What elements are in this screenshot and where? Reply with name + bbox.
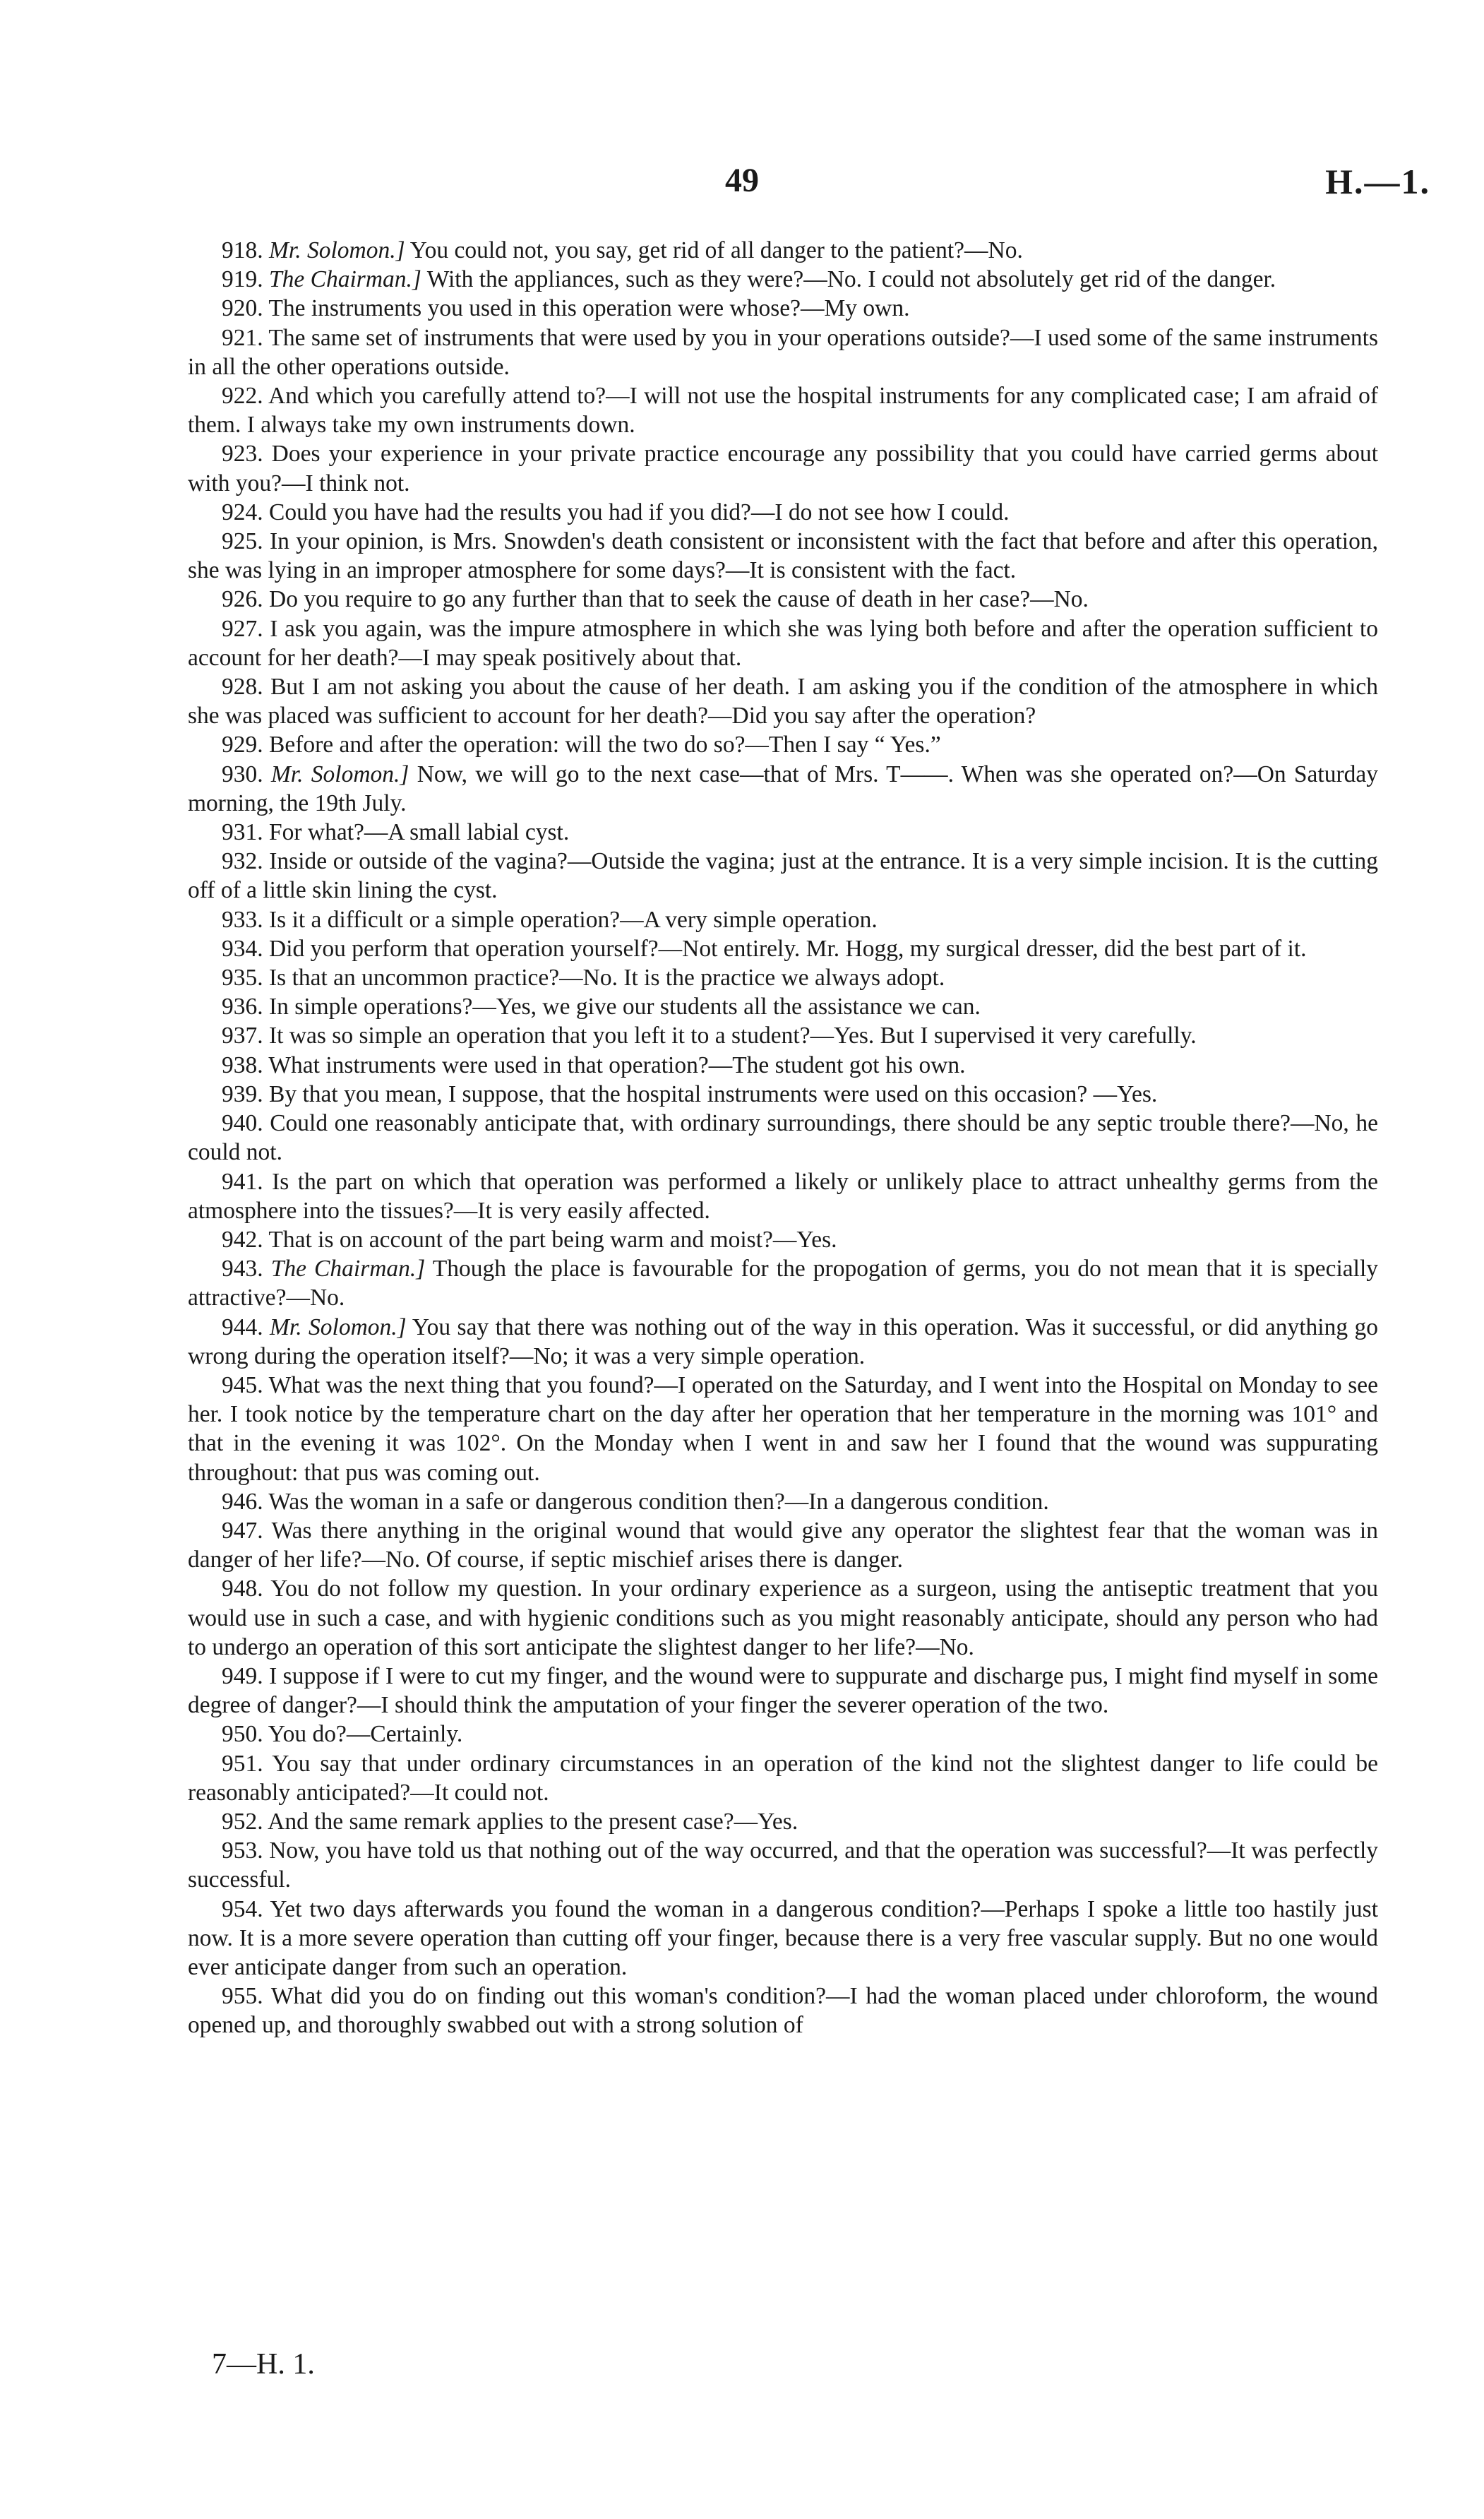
evidence-paragraph [188, 1051, 1378, 1080]
question-text: Inside or outside of the vagina?—Outside the vagina; just at the entrance. It is a very simple incision. It is the cutting off of a little skin lining the cyst. [188, 848, 1379, 904]
question-number: 918. [222, 237, 263, 263]
question-number: 926. [222, 586, 263, 613]
evidence-paragraph [188, 730, 1378, 759]
evidence-paragraph [188, 1662, 1378, 1720]
question-number: 923. [222, 441, 263, 468]
evidence-paragraph [188, 760, 1378, 818]
evidence-paragraph [188, 1080, 1378, 1109]
question-text: In simple operations?—Yes, we give our students all the assistance we can. [269, 994, 981, 1020]
question-text: By that you mean, I suppose, that the hospital instruments were used on this occasion? —Yes. [269, 1080, 1158, 1107]
question-text: What was the next thing that you found?—I operated on the Saturday, and I went into the Hospital on Monday to see her. I took notice by the temperature chart on the day after her operation that her temperature in the morning was 101° and that in the evening it was 102°. On the Monday when I went in and saw her I found that the wound was suppurating throughout: that pus was coming out. [188, 1371, 1378, 1486]
paper-code: H.—1. [1325, 162, 1430, 201]
question-text: For what?—A small labial cyst. [269, 819, 570, 846]
evidence-paragraph [188, 1109, 1378, 1167]
evidence-paragraph [188, 265, 1378, 294]
evidence-paragraph [188, 1720, 1378, 1749]
evidence-paragraph [188, 1574, 1378, 1662]
speaker-label: The Chairman.] [270, 1256, 426, 1282]
speaker-label: The Chairman.] [269, 266, 421, 293]
question-text: You say that there was nothing out of the way in this operation. Was it successful, or did anything go wrong during the operation itself?—No; it was a very simple operation. [188, 1314, 1378, 1369]
question-text: That is on account of the part being warm and moist?—Yes. [268, 1226, 837, 1253]
question-number: 925. [222, 528, 263, 555]
question-text: Before and after the operation: will the two do so?—Then I say “ Yes.” [269, 732, 941, 758]
question-number: 953. [222, 1838, 263, 1864]
question-number: 939. [222, 1080, 263, 1107]
question-text: With the appliances, such as they were?—No. I could not absolutely get rid of the danger. [421, 266, 1276, 293]
question-text: What did you do on finding out this woman's condition?—I had the woman placed under chloroform, the wound opened up, and thoroughly swabbed out with a strong solution of [188, 1983, 1378, 2039]
evidence-paragraph [188, 323, 1378, 381]
question-number: 955. [222, 1983, 263, 2010]
evidence-paragraph [188, 1516, 1378, 1574]
question-number: 942. [222, 1226, 263, 1253]
question-text: I suppose if I were to cut my finger, and the wound were to suppurate and discharge pus, I might find myself in some degree of danger?—I should think the amputation of your finger the severer operation of the two. [188, 1662, 1379, 1719]
question-text: Could one reasonably anticipate that, with ordinary surroundings, there should be any septic trouble there?—No, he could not. [188, 1110, 1378, 1166]
evidence-paragraph [188, 1313, 1378, 1371]
question-number: 920. [222, 295, 263, 322]
question-text: In your opinion, is Mrs. Snowden's death consistent or inconsistent with the fact that before and after this operation, she was lying in an improper atmosphere for some days?—It is consistent with the fact. [188, 528, 1378, 584]
question-number: 950. [222, 1721, 263, 1748]
question-number: 924. [222, 499, 263, 525]
evidence-paragraph [188, 381, 1378, 439]
evidence-paragraph [188, 1167, 1378, 1225]
evidence-paragraph [188, 1021, 1378, 1050]
question-number: 938. [222, 1052, 263, 1078]
question-number: 954. [222, 1895, 263, 1922]
question-text: Did you perform that operation yourself?—Not entirely. Mr. Hogg, my surgical dresser, did the best part of it. [269, 935, 1307, 962]
question-text: Was there anything in the original wound that would give any operator the slightest fear that the woman was in danger of her life?—No. Of course, if septic mischief arises there is danger. [188, 1517, 1378, 1573]
question-number: 951. [222, 1750, 263, 1777]
speaker-label: Mr. Solomon.] [270, 1314, 407, 1340]
question-text: Now, we will go to the next case—that of Mrs. T——. When was she operated on?—On Saturday morning, the 19th July. [188, 761, 1378, 816]
question-text: Could you have had the results you had if you did?—I do not see how I could. [269, 499, 1010, 525]
question-number: 919. [222, 266, 263, 293]
evidence-paragraph [188, 614, 1378, 672]
question-number: 931. [222, 819, 263, 846]
question-text: You do not follow my question. In your ordinary experience as a surgeon, using the antiseptic treatment that you would use in such a case, and with hygienic conditions such as you might reasonably anticipate, should any person who had to undergo an operation of this sort anticipate the slightest danger to her life?—No. [188, 1576, 1378, 1660]
evidence-paragraph [188, 1749, 1378, 1807]
question-text: Is it a difficult or a simple operation?—A very simple operation. [269, 906, 878, 933]
question-text: Does your experience in your private practice encourage any possibility that you could have carried germs about with you?—I think not. [188, 441, 1379, 496]
question-text: The same set of instruments that were used by you in your operations outside?—I used some of the same instruments in all the other operations outside. [188, 324, 1378, 380]
evidence-paragraph [188, 905, 1378, 934]
question-number: 952. [222, 1808, 263, 1835]
question-number: 936. [222, 994, 263, 1020]
evidence-paragraph [188, 963, 1378, 992]
evidence-paragraph [188, 818, 1378, 847]
question-text: Is the part on which that operation was performed a likely or unlikely place to attract unhealthy germs from the atmosphere into the tissues?—It is very easily affected. [188, 1168, 1379, 1224]
question-number: 927. [222, 615, 263, 642]
evidence-paragraph [188, 1225, 1378, 1254]
evidence-paragraph [188, 934, 1378, 963]
question-text: Was the woman in a safe or dangerous condition then?—In a dangerous condition. [268, 1488, 1049, 1515]
evidence-paragraph [188, 1371, 1378, 1487]
speaker-label: Mr. Solomon.] [270, 761, 409, 787]
question-number: 949. [222, 1662, 263, 1689]
question-number: 937. [222, 1023, 263, 1049]
question-text: Is that an uncommon practice?—No. It is the practice we always adopt. [269, 965, 945, 991]
question-number: 922. [222, 383, 263, 410]
question-number: 947. [222, 1517, 263, 1544]
question-text: You do?—Certainly. [268, 1721, 463, 1748]
question-text: And the same remark applies to the present case?—Yes. [268, 1808, 798, 1835]
printer-signature: 7—H. 1. [212, 2348, 315, 2381]
question-text: It was so simple an operation that you left it to a student?—Yes. But I supervised it very carefully. [269, 1023, 1197, 1049]
evidence-paragraph [188, 1254, 1378, 1312]
evidence-paragraph [188, 1487, 1378, 1516]
page-number: 49 [725, 162, 759, 199]
question-text: But I am not asking you about the cause of her death. I am asking you if the condition of the atmosphere in which she was placed was sufficient to account for her death?—Did you say after the operation? [188, 674, 1379, 730]
evidence-paragraph [188, 1895, 1378, 1982]
question-text: I ask you again, was the impure atmosphere in which she was lying both before and after the operation sufficient to account for her death?—I may speak positively about that. [188, 615, 1378, 671]
question-number: 930. [222, 761, 263, 787]
evidence-paragraph [188, 294, 1378, 323]
evidence-paragraph [188, 585, 1378, 614]
evidence-body [188, 236, 1378, 2040]
question-text: You could not, you say, get rid of all danger to the patient?—No. [405, 237, 1023, 263]
evidence-paragraph [188, 1982, 1378, 2039]
question-number: 933. [222, 906, 263, 933]
question-number: 940. [222, 1110, 263, 1137]
question-text: Do you require to go any further than that to seek the cause of death in her case?—No. [269, 586, 1089, 613]
evidence-paragraph [188, 847, 1378, 905]
question-number: 941. [222, 1168, 263, 1195]
question-number: 943. [222, 1256, 263, 1282]
question-number: 945. [222, 1371, 263, 1398]
question-text: Though the place is favourable for the propogation of germs, you do not mean that it is specially attractive?—No. [188, 1256, 1379, 1311]
question-text: What instruments were used in that operation?—The student got his own. [268, 1052, 966, 1078]
question-text: And which you carefully attend to?—I will not use the hospital instruments for any complicated case; I am afraid of them. I always take my own instruments down. [188, 383, 1378, 439]
question-number: 946. [222, 1488, 263, 1515]
speaker-label: Mr. Solomon.] [269, 237, 405, 263]
question-number: 934. [222, 935, 263, 962]
evidence-paragraph [188, 439, 1378, 497]
question-number: 935. [222, 965, 263, 991]
evidence-paragraph [188, 992, 1378, 1021]
question-number: 928. [222, 674, 263, 701]
question-number: 932. [222, 848, 263, 875]
evidence-paragraph [188, 1836, 1378, 1894]
question-text: The instruments you used in this operation were whose?—My own. [268, 295, 910, 322]
evidence-paragraph [188, 1807, 1378, 1836]
question-number: 921. [222, 324, 263, 351]
evidence-paragraph [188, 672, 1378, 730]
question-number: 944. [222, 1314, 263, 1340]
question-number: 948. [222, 1576, 263, 1602]
evidence-paragraph [188, 527, 1378, 585]
question-text: You say that under ordinary circumstances in an operation of the kind not the slightest danger to life could be reasonably anticipated?—It could not. [188, 1750, 1378, 1806]
question-text: Now, you have told us that nothing out of the way occurred, and that the operation was successful?—It was perfectly successful. [188, 1838, 1379, 1893]
question-number: 929. [222, 732, 263, 758]
question-text: Yet two days afterwards you found the woman in a dangerous condition?—Perhaps I spoke a little too hastily just now. It is a more severe operation than cutting off your finger, because there is a very free vascular supply. But no one would ever anticipate danger from such an operation. [188, 1895, 1379, 1980]
evidence-paragraph [188, 236, 1378, 265]
evidence-paragraph [188, 498, 1378, 527]
